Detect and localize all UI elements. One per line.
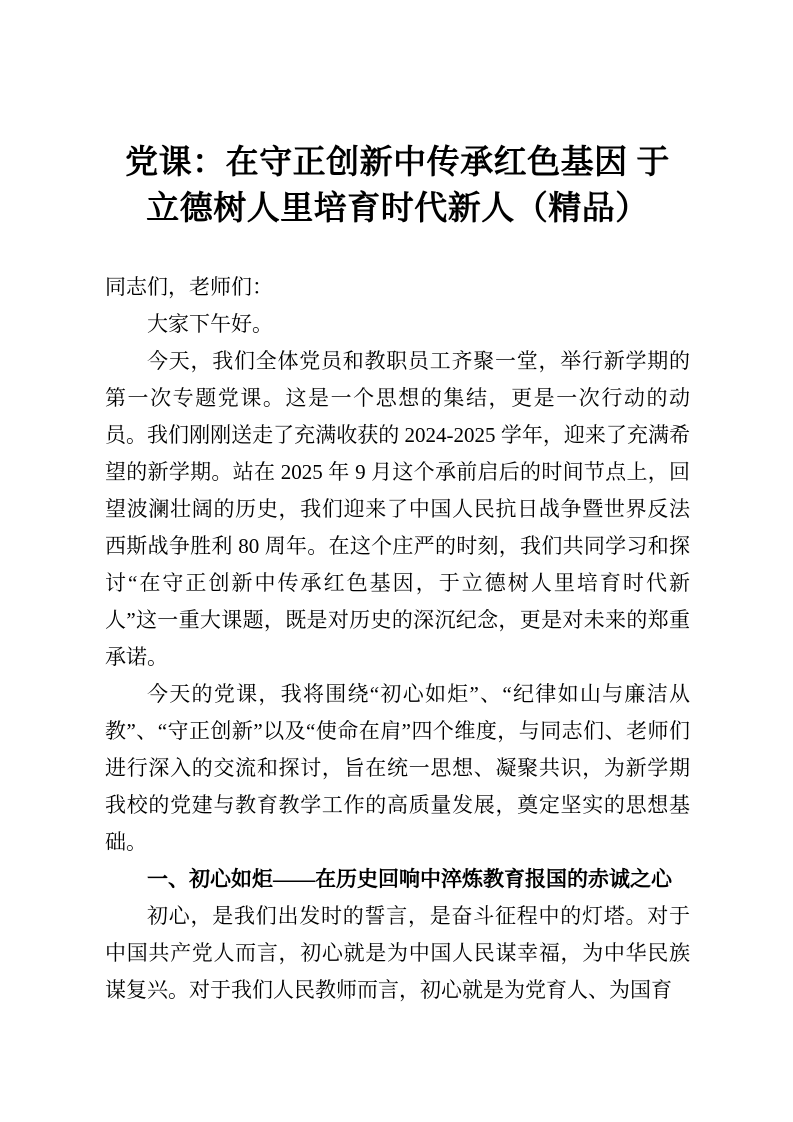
document-title-line-1: 党课：在守正创新中传承红色基因 于 bbox=[125, 145, 670, 181]
paragraph-salutation: 同志们，老师们： bbox=[105, 275, 273, 299]
document-body bbox=[105, 140, 690, 1009]
document-title-line-2: 立德树人里培育时代新人（精品） bbox=[146, 191, 649, 227]
document-title bbox=[105, 140, 690, 232]
paragraph-overview: 今天的党课，我将围绕“初心如炬”、“纪律如山与廉洁从教”、“守正创新”以及“使命在肩”四个维度，与同志们、老师们进行深入的交流和探讨，旨在统一思想、凝聚共识，为新学期我校的党建与教育教学工作的高质量发展，奠定坚实的思想基础。 bbox=[105, 682, 690, 854]
paragraph-opening: 今天，我们全体党员和教职员工齐聚一堂，举行新学期的第一次专题党课。这是一个思想的集结，更是一次行动的动员。我们刚刚送走了充满收获的 2024-2025 学年，迎来了充满希望的新学期。站在 2025 年 9 月这个承前启后的时间节点上，回望波澜壮阔的历史，我们迎来了中国人民抗日战争暨世界反法西斯战争胜利 80 周年。在这个庄严的时刻，我们共同学习和探讨“在守正创新中传承红色基因，于立德树人里培育时代新人”这一重大课题，既是对历史的深沉纪念，更是对未来的郑重承诺。 bbox=[105, 349, 690, 669]
section-heading-1: 一、初心如炬——在历史回响中淬炼教育报国的赤诚之心 bbox=[147, 867, 672, 891]
paragraph-greeting: 大家下午好。 bbox=[147, 312, 273, 336]
paragraph-section-1-body: 初心，是我们出发时的誓言，是奋斗征程中的灯塔。对于中国共产党人而言，初心就是为中国人民谋幸福，为中华民族谋复兴。对于我们人民教师而言，初心就是为党育人、为国育 bbox=[105, 904, 690, 1002]
